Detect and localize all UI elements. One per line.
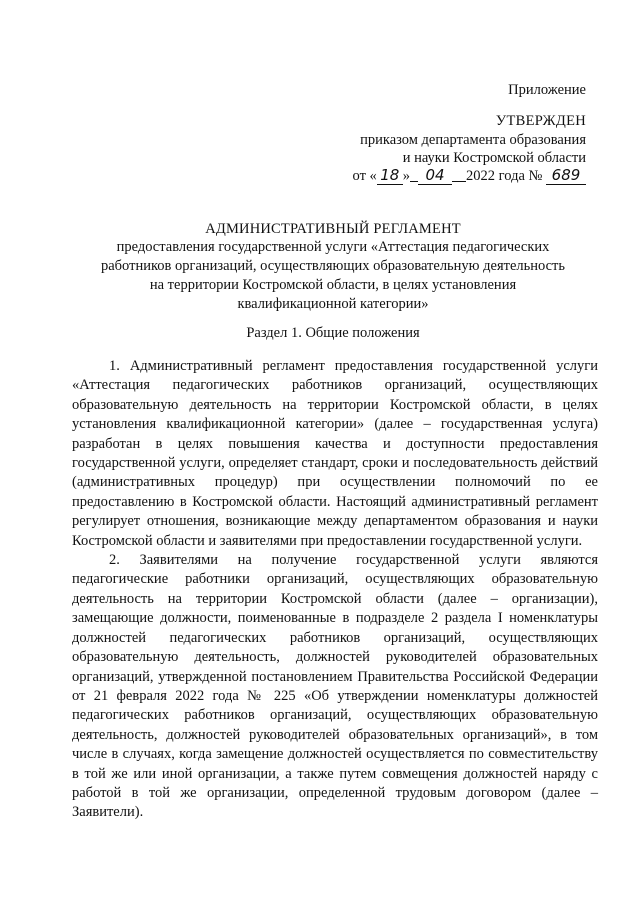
date-underline bbox=[452, 167, 466, 182]
subtitle-line: предоставления государственной услуги «Аттестация педагогических bbox=[116, 239, 550, 255]
date-prefix: от « bbox=[352, 168, 377, 184]
order-number-handwritten: 689 bbox=[546, 166, 586, 185]
date-year: 2022 года № bbox=[466, 168, 543, 184]
paragraph-2: 2. Заявителями на получение государственной услуги являются педагогические работники организаций, осуществляющих образовательную деятельность на территории Костромской области (далее – организации), замещающие должности, поименованные в подразделе 2 раздела I номенклатуры должностей педагогических работников организаций, осуществляющих образовательную деятельность, должностей руководителей образовательных организаций, утвержденной постановлением Правительства Российской Федерации от 21 февраля 2022 года № 225 «Об утверждении номенклатуры должностей педагогических работников организаций, осуществляющих образовательную деятельность, должностей руководителей образовательных организаций», в том числе в случаях, когда замещение должностей осуществляется по совместительству в той же или иной организации, а также путем совмещения должностей наряду с работой в той же организации, определенной трудовым договором (далее – Заявители). bbox=[72, 552, 598, 821]
subtitle-line: на территории Костромской области, в целях установления bbox=[149, 277, 517, 293]
document-subtitle bbox=[70, 238, 596, 314]
appendix-label: Приложение bbox=[508, 82, 586, 98]
order-date-line bbox=[353, 166, 586, 186]
paragraph-1: 1. Административный регламент предоставления государственной услуги «Аттестация педагогических работников организаций, осуществляющих образовательную деятельность на территории Костромской области, в целях установления квалификационной категории» (далее – государственная услуга) разработан в целях повышения качества и доступности предоставления государственной услуги, определяет стандарт, сроки и последовательность действий (административных процедур) при осуществлении полномочий по ее предоставлению в Костромской области. Настоящий административный регламент регулирует отношения, возникающие между департаментом образования и науки Костромской области и заявителями при предоставлении государственной услуги. bbox=[72, 358, 598, 549]
order-line-2: и науки Костромской области bbox=[402, 150, 586, 166]
subtitle-line: квалификационной категории» bbox=[237, 296, 429, 312]
subtitle-line: работников организаций, осуществляющих образовательную деятельность bbox=[100, 258, 565, 274]
date-month-handwritten: 04 bbox=[418, 166, 452, 185]
order-line-1: приказом департамента образования bbox=[360, 132, 586, 148]
section-title: Раздел 1. Общие положения bbox=[246, 325, 420, 341]
document-body bbox=[72, 357, 598, 823]
date-mid: » bbox=[402, 168, 411, 184]
approved-label: УТВЕРЖДЕН bbox=[495, 113, 586, 129]
date-day-handwritten: 18 bbox=[377, 166, 403, 185]
document-title: АДМИНИСТРАТИВНЫЙ РЕГЛАМЕНТ bbox=[205, 221, 461, 237]
date-underline bbox=[410, 167, 418, 182]
